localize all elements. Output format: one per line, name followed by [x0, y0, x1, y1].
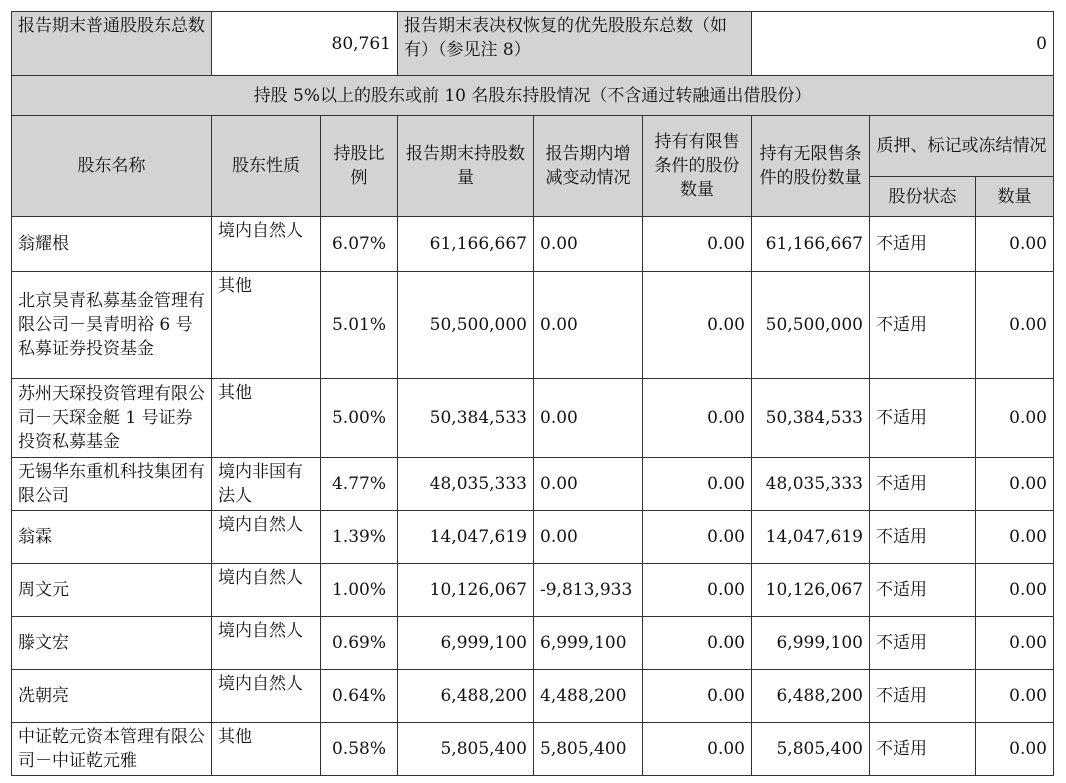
- cell-pledge-status: 不适用: [870, 723, 976, 776]
- cell-restricted: 0.00: [643, 564, 752, 617]
- header-pledge-status: 股份状态: [870, 177, 976, 217]
- header-ratio: 持股比例: [321, 116, 398, 217]
- cell-pledge-qty: 0.00: [976, 723, 1054, 776]
- table-row: [12, 511, 1054, 564]
- cell-change: -9,813,933: [534, 564, 643, 617]
- cell-ratio: 0.64%: [321, 670, 398, 723]
- cell-pledge-status: 不适用: [870, 458, 976, 511]
- cell-ratio: 0.58%: [321, 723, 398, 776]
- table-row: [12, 564, 1054, 617]
- cell-ratio: 1.00%: [321, 564, 398, 617]
- preferred-holders-label: 报告期末表决权恢复的优先股股东总数（如有）（参见注 8）: [398, 12, 752, 76]
- cell-unrestricted: 61,166,667: [752, 217, 870, 272]
- cell-end-shares: 5,805,400: [398, 723, 534, 776]
- cell-nature: 境内自然人: [212, 564, 321, 617]
- header-change: 报告期内增减变动情况: [534, 116, 643, 217]
- header-restricted: 持有有限售条件的股份数量: [643, 116, 752, 217]
- cell-end-shares: 6,999,100: [398, 617, 534, 670]
- cell-pledge-qty: 0.00: [976, 511, 1054, 564]
- cell-unrestricted: 6,488,200: [752, 670, 870, 723]
- data-rows: [12, 217, 1054, 776]
- cell-ratio: 6.07%: [321, 217, 398, 272]
- cell-pledge-qty: 0.00: [976, 458, 1054, 511]
- cell-name: 中证乾元资本管理有限公司－中证乾元雅: [12, 723, 212, 776]
- cell-name: 翁耀根: [12, 217, 212, 272]
- header-name: 股东名称: [12, 116, 212, 217]
- cell-pledge-qty: 0.00: [976, 217, 1054, 272]
- common-holders-value: 80,761: [212, 12, 398, 76]
- cell-ratio: 5.00%: [321, 379, 398, 458]
- header-nature: 股东性质: [212, 116, 321, 217]
- header-pledge-qty: 数量: [976, 177, 1054, 217]
- table-row: [12, 379, 1054, 458]
- cell-pledge-status: 不适用: [870, 272, 976, 379]
- cell-name: 周文元: [12, 564, 212, 617]
- cell-change: 6,999,100: [534, 617, 643, 670]
- cell-nature: 境内非国有法人: [212, 458, 321, 511]
- cell-change: 5,805,400: [534, 723, 643, 776]
- cell-restricted: 0.00: [643, 379, 752, 458]
- cell-nature: 境内自然人: [212, 617, 321, 670]
- cell-change: 0.00: [534, 511, 643, 564]
- cell-unrestricted: 48,035,333: [752, 458, 870, 511]
- cell-unrestricted: 50,500,000: [752, 272, 870, 379]
- cell-restricted: 0.00: [643, 617, 752, 670]
- preferred-holders-value: 0: [752, 12, 1054, 76]
- cell-change: 0.00: [534, 272, 643, 379]
- cell-pledge-status: 不适用: [870, 217, 976, 272]
- cell-ratio: 5.01%: [321, 272, 398, 379]
- header-pledge-group: 质押、标记或冻结情况: [870, 116, 1054, 177]
- cell-name: 苏州天琛投资管理有限公司－天琛金艇 1 号证券投资私募基金: [12, 379, 212, 458]
- cell-unrestricted: 10,126,067: [752, 564, 870, 617]
- cell-pledge-qty: 0.00: [976, 272, 1054, 379]
- cell-name: 翁霖: [12, 511, 212, 564]
- cell-ratio: 0.69%: [321, 617, 398, 670]
- cell-pledge-qty: 0.00: [976, 564, 1054, 617]
- cell-name: 滕文宏: [12, 617, 212, 670]
- cell-change: 0.00: [534, 379, 643, 458]
- cell-pledge-status: 不适用: [870, 379, 976, 458]
- cell-unrestricted: 6,999,100: [752, 617, 870, 670]
- common-holders-label: 报告期末普通股股东总数: [12, 12, 212, 76]
- cell-nature: 其他: [212, 723, 321, 776]
- cell-nature: 其他: [212, 272, 321, 379]
- table-row: [12, 272, 1054, 379]
- cell-nature: 境内自然人: [212, 670, 321, 723]
- cell-change: 4,488,200: [534, 670, 643, 723]
- cell-name: 北京昊青私募基金管理有限公司－昊青明裕 6 号私募证券投资基金: [12, 272, 212, 379]
- cell-end-shares: 14,047,619: [398, 511, 534, 564]
- cell-restricted: 0.00: [643, 217, 752, 272]
- header-unrestricted: 持有无限售条件的股份数量: [752, 116, 870, 217]
- section-title-row: [12, 76, 1054, 116]
- cell-change: 0.00: [534, 217, 643, 272]
- cell-restricted: 0.00: [643, 272, 752, 379]
- cell-change: 0.00: [534, 458, 643, 511]
- cell-restricted: 0.00: [643, 670, 752, 723]
- cell-pledge-qty: 0.00: [976, 379, 1054, 458]
- cell-restricted: 0.00: [643, 458, 752, 511]
- cell-pledge-status: 不适用: [870, 670, 976, 723]
- cell-restricted: 0.00: [643, 723, 752, 776]
- table-row: [12, 670, 1054, 723]
- cell-unrestricted: 50,384,533: [752, 379, 870, 458]
- cell-pledge-qty: 0.00: [976, 670, 1054, 723]
- header-end-shares: 报告期末持股数量: [398, 116, 534, 217]
- cell-end-shares: 6,488,200: [398, 670, 534, 723]
- cell-nature: 境内自然人: [212, 217, 321, 272]
- section-title: 持股 5%以上的股东或前 10 名股东持股情况（不含通过转融通出借股份）: [12, 76, 1054, 116]
- cell-ratio: 4.77%: [321, 458, 398, 511]
- cell-end-shares: 10,126,067: [398, 564, 534, 617]
- shareholder-table-container: [11, 11, 1054, 776]
- cell-pledge-qty: 0.00: [976, 617, 1054, 670]
- cell-name: 冼朝亮: [12, 670, 212, 723]
- cell-end-shares: 50,384,533: [398, 379, 534, 458]
- cell-pledge-status: 不适用: [870, 564, 976, 617]
- shareholder-table: [11, 11, 1054, 776]
- cell-pledge-status: 不适用: [870, 511, 976, 564]
- cell-ratio: 1.39%: [321, 511, 398, 564]
- cell-end-shares: 48,035,333: [398, 458, 534, 511]
- cell-nature: 境内自然人: [212, 511, 321, 564]
- table-row: [12, 723, 1054, 776]
- cell-restricted: 0.00: [643, 511, 752, 564]
- table-row: [12, 617, 1054, 670]
- cell-unrestricted: 5,805,400: [752, 723, 870, 776]
- cell-name: 无锡华东重机科技集团有限公司: [12, 458, 212, 511]
- summary-row: [12, 12, 1054, 76]
- cell-end-shares: 50,500,000: [398, 272, 534, 379]
- header-row-1: [12, 116, 1054, 177]
- table-row: [12, 217, 1054, 272]
- cell-unrestricted: 14,047,619: [752, 511, 870, 564]
- cell-nature: 其他: [212, 379, 321, 458]
- cell-end-shares: 61,166,667: [398, 217, 534, 272]
- table-row: [12, 458, 1054, 511]
- cell-pledge-status: 不适用: [870, 617, 976, 670]
